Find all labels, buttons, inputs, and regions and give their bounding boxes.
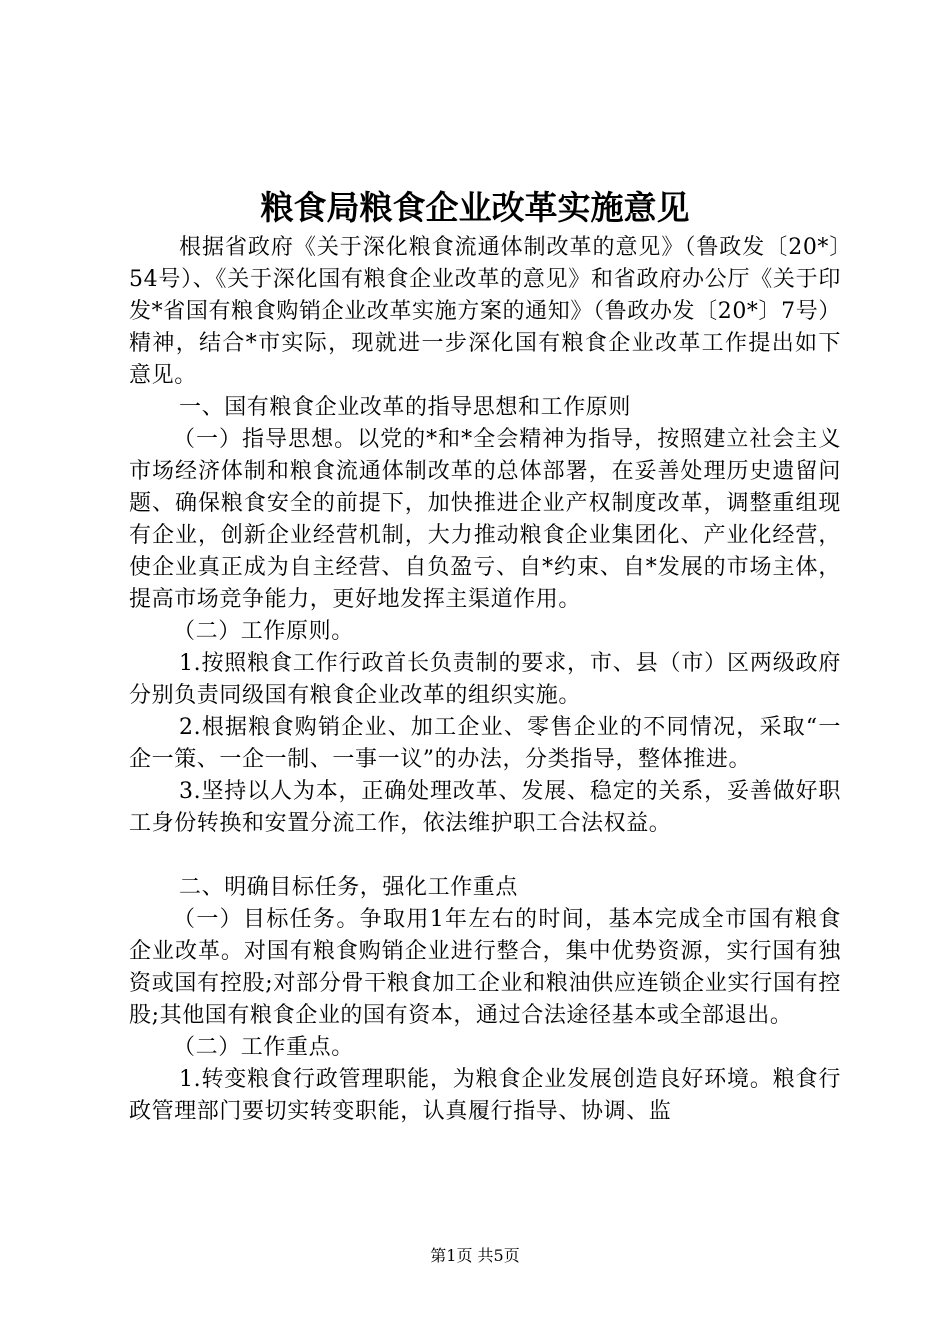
heading-section-1: 一、国有粮食企业改革的指导思想和工作原则 <box>179 395 632 420</box>
paragraph-principle-2: 2.根据粮食购销企业、加工企业、零售企业的不同情况，采取“一企一策、一企一制、一事一议”的办法，分类指导，整体推进。 <box>129 715 841 772</box>
heading-work-focus: （二）工作重点。 <box>173 1035 354 1060</box>
paragraph-principle-3: 3.坚持以人为本，正确处理改革、发展、稳定的关系，妥善做好职工身份转换和安置分流工作，依法维护职工合法权益。 <box>129 779 841 836</box>
document-title: 粮食局粮食企业改革实施意见 <box>260 188 690 227</box>
paragraph-target-tasks: （一）目标任务。争取用1年左右的时间，基本完成全市国有粮食企业改革。对国有粮食购销企业进行整合，集中优势资源，实行国有独资或国有控股;对部分骨干粮食加工企业和粮油供应连锁企业实行国有控股;其他国有粮食企业的国有资本，通过合法途径基本或全部退出。 <box>129 907 841 1028</box>
paragraph-intro: 根据省政府《关于深化粮食流通体制改革的意见》（鲁政发〔20*〕54号）、《关于深化国有粮食企业改革的意见》和省政府办公厅《关于印发*省国有粮食购销企业改革实施方案的通知》（鲁政办发〔20*〕7号）精神，结合*市实际，现就进一步深化国有粮食企业改革工作提出如下意见。 <box>129 235 841 388</box>
paragraph-guiding-thought: （一）指导思想。以党的*和*全会精神为指导，按照建立社会主义市场经济体制和粮食流通体制改革的总体部署，在妥善处理历史遗留问题、确保粮食安全的前提下，加快推进企业产权制度改革，调整重组现有企业，创新企业经营机制，大力推动粮食企业集团化、产业化经营，使企业真正成为自主经营、自负盈亏、自*约束、自*发展的市场主体，提高市场竞争能力，更好地发挥主渠道作用。 <box>129 427 841 612</box>
document-body <box>129 232 841 1128</box>
paragraph-focus-1: 1.转变粮食行政管理职能，为粮食企业发展创造良好环境。粮食行政管理部门要切实转变职能，认真履行指导、协调、监 <box>129 1067 841 1124</box>
page-footer: 第1页 共5页 <box>430 1246 520 1265</box>
paragraph-spacer <box>129 840 841 872</box>
paragraph-principle-1: 1.按照粮食工作行政首长负责制的要求，市、县（市）区两级政府分别负责同级国有粮食企业改革的组织实施。 <box>129 651 841 708</box>
heading-work-principles: （二）工作原则。 <box>173 619 354 644</box>
heading-section-2: 二、明确目标任务，强化工作重点 <box>179 875 519 900</box>
